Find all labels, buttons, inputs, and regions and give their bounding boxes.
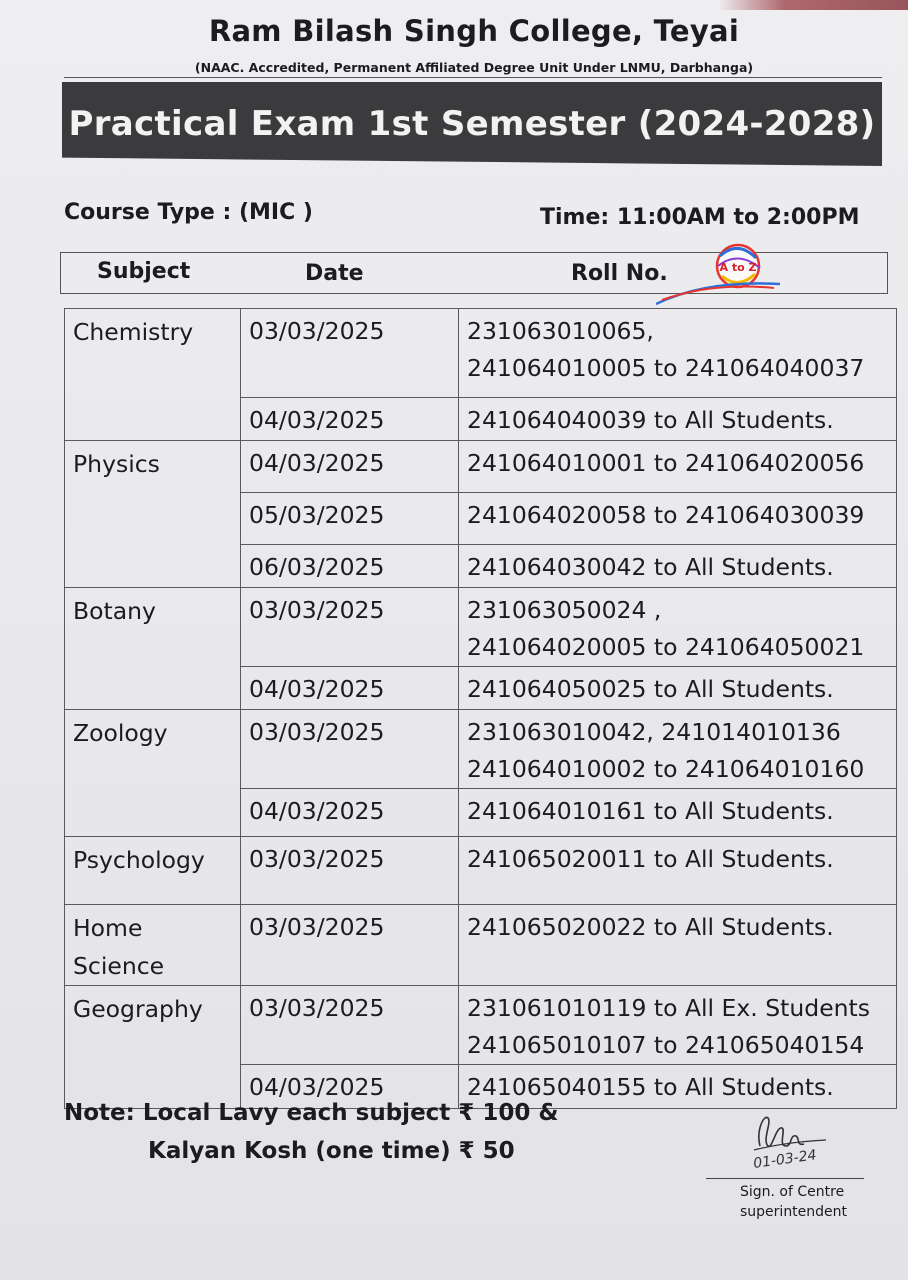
corner-stain [718, 0, 908, 10]
table-row [65, 905, 897, 986]
date-cell: 04/03/2025 [241, 667, 459, 710]
roll-cell: 241064020058 to 241064030039 [459, 493, 897, 545]
signature-date: 01-03-24 [752, 1147, 818, 1172]
table-row [65, 309, 897, 398]
signature-caption [740, 1182, 847, 1222]
fee-note [64, 1094, 558, 1170]
subject-name: Physics [73, 450, 160, 478]
course-type: Course Type : (MIC ) [64, 200, 313, 225]
roll-cell: 241064030042 to All Students. [459, 545, 897, 588]
header-rule [64, 77, 882, 78]
fee-note-line: Note: Local Lavy each subject ₹ 100 & [64, 1100, 559, 1126]
fee-note-line: Kalyan Kosh (one time) ₹ 50 [148, 1138, 515, 1164]
roll-cell: 241065020022 to All Students. [459, 905, 897, 986]
subject-name: Botany [73, 597, 156, 625]
subject-cell [65, 710, 241, 837]
subject-name: Chemistry [73, 318, 194, 346]
roll-cell: 241065040155 to All Students. [459, 1065, 897, 1109]
subject-name: Geography [73, 995, 203, 1023]
a-to-z-logo-icon [656, 240, 780, 310]
date-cell: 06/03/2025 [241, 545, 459, 588]
date-cell: 04/03/2025 [241, 789, 459, 837]
date-cell: 04/03/2025 [241, 441, 459, 493]
subject-name: Science [73, 952, 165, 980]
roll-cell: 241065020011 to All Students. [459, 837, 897, 905]
signature-rule [706, 1178, 864, 1179]
table-row [65, 710, 897, 789]
logo-text: A to Z [719, 261, 757, 274]
date-cell: 03/03/2025 [241, 837, 459, 905]
column-header-roll: Roll No. [571, 261, 668, 286]
roll-cell [459, 710, 897, 789]
subject-name: Home [73, 914, 143, 942]
signature-caption-line: superintendent [740, 1204, 848, 1220]
roll-cell: 241064010001 to 241064020056 [459, 441, 897, 493]
date-cell: 03/03/2025 [241, 710, 459, 789]
exam-schedule-table [64, 308, 897, 1109]
roll-range: 231063050024 , [467, 596, 662, 624]
roll-range: 241065010107 to 241065040154 [467, 1031, 865, 1059]
roll-cell: 241064050025 to All Students. [459, 667, 897, 710]
roll-range: 241064010002 to 241064010160 [467, 755, 865, 783]
table-row [65, 837, 897, 905]
roll-range: 231063010065, [467, 317, 654, 345]
roll-cell: 241064010161 to All Students. [459, 789, 897, 837]
date-cell: 03/03/2025 [241, 309, 459, 398]
roll-cell: 241064040039 to All Students. [459, 398, 897, 441]
subject-name: Zoology [73, 719, 168, 747]
subject-cell [65, 837, 241, 905]
roll-range: 241064010005 to 241064040037 [467, 354, 865, 382]
subject-cell [65, 309, 241, 441]
roll-cell [459, 986, 897, 1065]
date-cell: 05/03/2025 [241, 493, 459, 545]
table-row [65, 441, 897, 493]
column-header-subject: Subject [97, 259, 191, 284]
roll-range: 231061010119 to All Ex. Students [467, 994, 870, 1022]
subject-name: Psychology [73, 846, 205, 874]
roll-cell [459, 588, 897, 667]
superintendent-signature [746, 1106, 856, 1172]
date-cell: 03/03/2025 [241, 905, 459, 986]
college-name: Ram Bilash Singh College, Teyai [208, 14, 740, 48]
exam-time: Time: 11:00AM to 2:00PM [540, 205, 860, 230]
signature-caption-line: Sign. of Centre [740, 1184, 845, 1200]
roll-range: 241064020005 to 241064050021 [467, 633, 865, 661]
column-header-date: Date [305, 261, 364, 286]
college-subtitle: (NAAC. Accredited, Permanent Affiliated Degree Unit Under LNMU, Darbhanga) [194, 60, 754, 75]
roll-cell [459, 309, 897, 398]
date-cell: 04/03/2025 [241, 398, 459, 441]
banner-title: Practical Exam 1st Semester (2024-2028) [68, 104, 876, 144]
date-cell: 03/03/2025 [241, 986, 459, 1065]
table-row [65, 986, 897, 1065]
date-cell: 04/03/2025 [241, 1065, 459, 1109]
table-row [65, 588, 897, 667]
date-cell: 03/03/2025 [241, 588, 459, 667]
subject-cell [65, 905, 241, 986]
subject-cell [65, 986, 241, 1109]
subject-cell [65, 441, 241, 588]
roll-range: 231063010042, 241014010136 [467, 718, 841, 746]
subject-cell [65, 588, 241, 710]
